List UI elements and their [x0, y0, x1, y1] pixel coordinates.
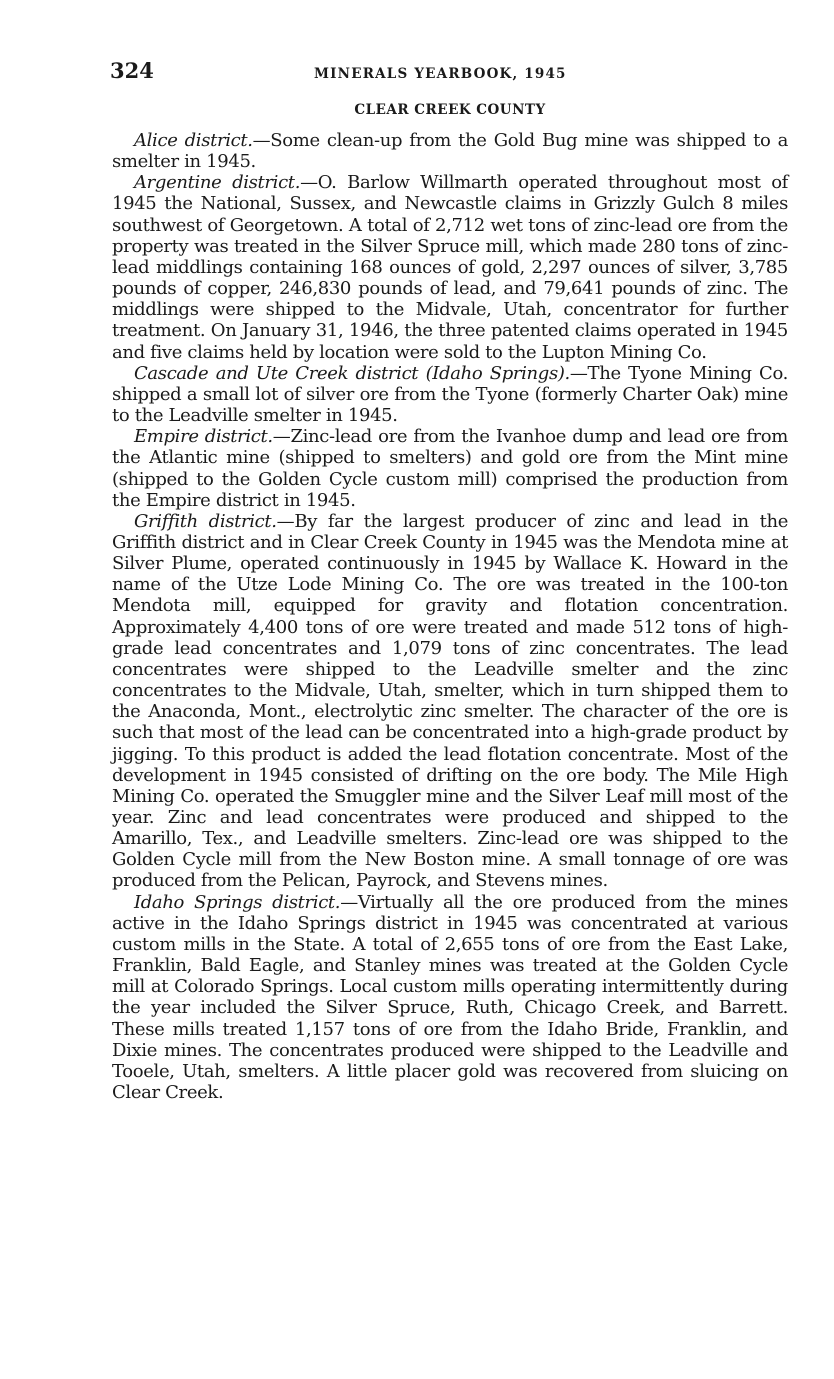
- paragraph-griffith-district: [112, 511, 788, 892]
- paragraph-text: —Some clean-up from the Gold Bug mine was shipped to a smelter in 1945.: [112, 130, 789, 173]
- document-page: [112, 58, 788, 1103]
- paragraph-cascade-ute-creek-district: [112, 363, 788, 426]
- paragraph-heading: Argentine district.: [134, 172, 301, 194]
- paragraph-alice-district: [112, 130, 788, 172]
- section-title: CLEAR CREEK COUNTY: [354, 102, 546, 118]
- paragraph-heading: Alice district.: [134, 130, 253, 151]
- paragraph-heading: Cascade and Ute Creek district (Idaho Springs).: [134, 362, 570, 384]
- paragraph-heading: Griffith district.: [134, 510, 277, 532]
- paragraph-text: —Virtually all the ore produced from the mines active in the Idaho Springs district in 1945 was concentrated at various custom mills in the State. A total of 2,655 tons of ore from the East Lake, Franklin, Bald Eagle, and Stanley mines was treated at the Golden Cycle mill at Colorado Springs. Local custom mills operating intermittently during the year included the Silver Spruce, Ruth, Chicago Creek, and Barrett. These mills treated 1,157 tons of ore from the Idaho Bride, Franklin, and Dixie mines. The concentrates produced were shipped to the Leadville and Tooele, Utah, smelters. A little placer gold was recovered from sluicing on Clear Creek.: [112, 891, 788, 1104]
- paragraph-text: —By far the largest producer of zinc and lead in the Griffith district and in Clear Creek County in 1945 was the Mendota mine at Silver Plume, operated continuously in 1945 by Wallace K. Howard in the name of the Utze Lode Mining Co. The ore was treated in the 100-ton Mendota mill, equipped for gravity and flotation concentration. Approximately 4,400 tons of ore were treated and made 512 tons of high-grade lead concentrates and 1,079 tons of zinc concentrates. The lead concentrates were shipped to the Leadville smelter and the zinc concentrates to the Midvale, Utah, smelter, which in turn shipped them to the Anaconda, Mont., electrolytic zinc smelter. The character of the ore is such that most of the lead can be concentrated into a high-grade product by jigging. To this product is added the lead flotation concentrate. Most of the development in 1945 consisted of drifting on the ore body. The Mile High Mining Co. operated the Smuggler mine and the Silver Leaf mill most of the year. Zinc and lead concentrates were produced and shipped to the Amarillo, Tex., and Leadville smelters. Zinc-lead ore was shipped to the Golden Cycle mill from the New Boston mine. A small tonnage of ore was produced from the Pelican, Payrock, and Stevens mines.: [112, 510, 788, 892]
- paragraph-heading: Empire district.: [134, 426, 273, 448]
- paragraph-text: —O. Barlow Willmarth operated throughout most of 1945 the National, Sussex, and Newcastle claims in Grizzly Gulch 8 miles southwest of Georgetown. A total of 2,712 wet tons of zinc-lead ore from the property was treated in the Silver Spruce mill, which made 280 tons of zinc-lead middlings containing 168 ounces of gold, 2,297 ounces of silver, 3,785 pounds of copper, 246,830 pounds of lead, and 79,641 pounds of zinc. The middlings were shipped to the Midvale, Utah, concentrator for further treatment. On January 31, 1946, the three patented claims operated in 1945 and five claims held by location were sold to the Lupton Mining Co.: [112, 172, 788, 363]
- journal-title: MINERALS YEARBOOK, 1945: [314, 66, 567, 82]
- running-head: [112, 58, 788, 88]
- page-number: 324: [110, 58, 154, 83]
- paragraph-argentine-district: [112, 172, 788, 362]
- paragraph-text: —Zinc-lead ore from the Ivanhoe dump and lead ore from the Atlantic mine (shipped to smelters) and gold ore from the Mint mine (shipped to the Golden Cycle custom mill) comprised the production from the Empire district in 1945.: [112, 426, 788, 511]
- paragraph-empire-district: [112, 426, 788, 511]
- paragraph-heading: Idaho Springs district.: [134, 891, 341, 913]
- paragraph-text: —The Tyone Mining Co. shipped a small lot of silver ore from the Tyone (formerly Charter Oak) mine to the Leadville smelter in 1945.: [112, 362, 788, 427]
- paragraph-idaho-springs-district: [112, 892, 788, 1104]
- body-text: [112, 130, 788, 1103]
